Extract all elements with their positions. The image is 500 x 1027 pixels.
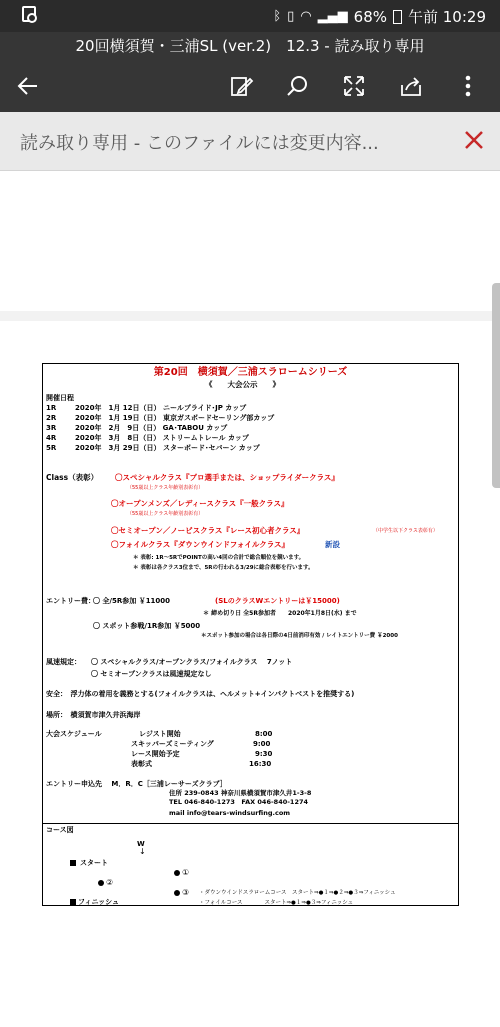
edit-button[interactable] <box>224 68 260 104</box>
class-open: 〇オープンメンズ／レディースクラス『一般クラス』 <box>111 499 289 508</box>
read-only-banner <box>0 112 500 171</box>
course-downwind: ・ダウンウインドスラロームコース スタート⇒●１⇒●２⇒●３⇒フィニッシュ <box>199 890 396 896</box>
schedule-time: 9:00 <box>253 740 271 748</box>
buoy-2-label: ② <box>106 878 114 887</box>
class-open-note: （55歳以上クラス年齢別表彰有） <box>127 511 204 517</box>
app-toolbar <box>0 60 500 112</box>
back-button[interactable] <box>10 68 46 104</box>
wind-rule-label: 風速規定： <box>46 658 81 666</box>
contact-mail: mail info@tears-windsurfing.com <box>169 809 291 817</box>
buoy-1 <box>174 870 180 876</box>
award-note-1: ＊ 表彰: 1R～5RでPOINTの高い4回の合計で総合順位を競います。 <box>133 555 305 561</box>
share-button[interactable] <box>393 68 429 104</box>
bluetooth-icon: ᛒ <box>273 9 282 24</box>
more-vertical-icon <box>455 73 481 99</box>
schedule-item: レース開始予定 <box>131 750 180 758</box>
banner-text: 読み取り専用 - このファイルには変更内容... <box>20 133 379 154</box>
course-map-label: コース図 <box>46 826 74 834</box>
wind-rule-2: 〇 セミオープンクラスは風速規定なし <box>91 670 212 678</box>
start-marker <box>70 860 76 866</box>
round-line: 2020年 3月 29日（日） スターボード･セバーン カップ <box>75 444 260 452</box>
wifi-icon: ◠ <box>300 9 312 24</box>
round-label: 5R <box>46 444 57 452</box>
notice-subtitle: 《 大会公示 》 <box>205 380 280 389</box>
start-label: スタート <box>80 859 108 867</box>
class-semi-open: 〇セミオープン／ノービスクラス『レース初心者クラス』 <box>111 526 305 535</box>
search-button[interactable] <box>280 68 316 104</box>
schedule-time: 9:30 <box>255 750 273 758</box>
schedule-item: レジスト開始 <box>139 730 181 738</box>
entry-fee-label: エントリー費： <box>46 597 95 605</box>
schedule-time: 8:00 <box>255 730 273 738</box>
round-label: 4R <box>46 434 57 442</box>
wind-rule-1: 〇 スペシャルクラス/オープンクラス/フォイルクラス 7ノット <box>91 658 293 666</box>
entry-fee-spot: 〇 スポット参戦/1R参加 ￥5000 <box>93 622 201 630</box>
clock: 午前 10:29 <box>408 8 486 26</box>
finish-marker <box>70 899 76 905</box>
battery-icon <box>393 10 402 24</box>
close-icon <box>462 128 486 152</box>
banner-close-button[interactable] <box>462 128 486 152</box>
sim-icon <box>22 6 36 22</box>
safety-rule: 安全： 浮力体の着用を義務とする(フォイルクラスは、ヘルメット+インパクトベストを推奨する) <box>46 690 355 698</box>
course-foil: ・フォイルコース スタート⇒●１⇒●３⇒フィニッシュ <box>199 900 354 906</box>
wind-arrow-icon: ↓ <box>139 847 146 856</box>
notice-section <box>43 364 458 824</box>
award-note-2: ＊ 表彰は各クラス3位まで、5Rの行われる3/29に総合表彰を行います。 <box>133 565 314 571</box>
finish-label: フィニッシュ <box>78 898 120 906</box>
round-label: 2R <box>46 414 57 422</box>
entry-contact: エントリー申込先 M．R．C［三浦レーサーズクラブ］ <box>46 780 227 788</box>
scrollbar-thumb[interactable] <box>492 283 500 488</box>
event-schedule-label: 大会スケジュール <box>46 730 102 738</box>
entry-fee-double: (SLのクラスWエントリーは￥15000) <box>215 597 340 605</box>
document-content <box>42 363 459 906</box>
previous-page <box>0 171 500 311</box>
class-special-note: （55歳以上クラス年齢別表彰有） <box>127 485 204 491</box>
class-semi-open-note: （中学生以下クラス表彰有） <box>373 528 438 534</box>
class-foil: 〇フォイルクラス『ダウンウインドフォイルクラス』 <box>111 540 290 549</box>
page-separator <box>0 311 500 321</box>
fullscreen-button[interactable] <box>336 68 372 104</box>
status-icons <box>273 6 486 27</box>
schedule-heading: 開催日程 <box>46 394 74 402</box>
battery-level: 68% <box>353 7 387 26</box>
status-bar <box>0 0 500 32</box>
contact-address: 住所 239-0843 神奈川県横須賀市津久井1-3-8 <box>169 789 312 797</box>
notice-title: 第20回 横須賀／三浦スラロームシリーズ <box>153 367 348 378</box>
class-special: 〇スペシャルクラス『プロ選手または、ショップライダークラス』 <box>115 473 339 482</box>
class-foil-new-badge: 新設 <box>325 540 340 549</box>
entry-fee-full: 〇 全/5R参加 ￥11000 <box>93 597 171 605</box>
vibrate-icon: ▯ <box>287 9 295 24</box>
signal-icon: ▂▄▆ <box>317 9 348 24</box>
back-arrow-icon <box>15 73 41 99</box>
expand-icon <box>341 73 367 99</box>
share-icon <box>398 73 424 99</box>
round-label: 3R <box>46 424 57 432</box>
round-line: 2020年 1月 19日（日） 東京ガスボードセーリング部カップ <box>75 414 275 422</box>
schedule-time: 16:30 <box>249 760 272 768</box>
round-line: 2020年 2月 9日（日） GA･TABOU カップ <box>75 424 228 432</box>
round-line: 2020年 1月 12日（日） ニールプライド･JP カップ <box>75 404 247 412</box>
document-title: 20回横須賀・三浦SL (ver.2) 12.3 - 読み取り専用 <box>0 32 500 60</box>
entry-deadline: ＊ 締め切り日 全5R参加者 2020年1月8日(水) まで <box>203 610 357 617</box>
schedule-item: 表彰式 <box>131 760 152 768</box>
buoy-1-label: ① <box>182 868 190 877</box>
more-options-button[interactable] <box>450 68 486 104</box>
round-line: 2020年 3月 8日（日） ストリームトレール カップ <box>75 434 249 442</box>
wind-direction-label: W <box>137 840 145 848</box>
contact-phone: TEL 046-840-1273 FAX 046-840-1274 <box>169 798 309 806</box>
round-label: 1R <box>46 404 57 412</box>
edit-pen-icon <box>229 73 255 99</box>
class-label: Class（表彰） <box>46 473 99 482</box>
buoy-2 <box>98 880 104 886</box>
buoy-3-label: ③ <box>182 888 190 897</box>
buoy-3 <box>174 890 180 896</box>
entry-spot-note: ＊スポット参加の場合は各日際の4日前消印有効 / レイトエントリー費 ￥2000 <box>201 633 398 639</box>
search-icon <box>285 73 311 99</box>
venue: 場所： 横須賀市津久井浜海岸 <box>46 711 141 719</box>
schedule-item: スキッパーズミーティング <box>131 740 214 748</box>
